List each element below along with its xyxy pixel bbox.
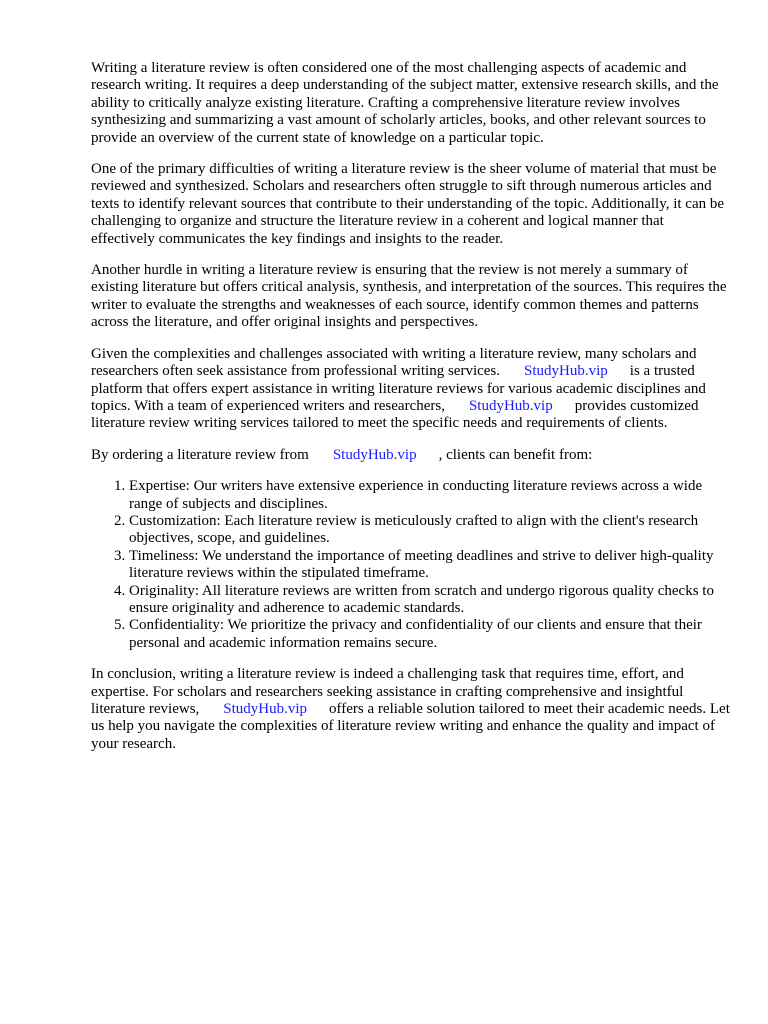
ordering-paragraph: [91, 447, 731, 464]
intro-paragraph: Writing a literature review is often considered one of the most challenging aspects of academic and research writing. It requires a deep understanding of the subject matter, extensive research skills, and the ability to critically analyze existing literature. Crafting a comprehensive literature review involves synthesizing and summarizing a vast amount of scholarly articles, books, and other relevant sources to provide an overview of the current state of knowledge on a particular topic.: [91, 60, 719, 146]
studyhub-link[interactable]: StudyHub.vip: [468, 397, 553, 414]
assistance-text-2: is a trusted platform that offers expert assistance in writing literature reviews for various academic disciplines and topics. With a team of experienced writers and researchers,: [91, 363, 706, 414]
assistance-text-1: Given the complexities and challenges associated with writing a literature review, many scholars and researchers often seek assistance from professional writing services.: [91, 345, 697, 380]
list-item: 2. Customization: Each literature review is meticulously crafted to align with the client's research objectives, scope, and guidelines.: [129, 513, 731, 548]
list-item: 4. Originality: All literature reviews are written from scratch and undergo rigorous quality checks to ensure originality and adherence to academic standards.: [129, 583, 731, 618]
studyhub-link[interactable]: StudyHub.vip: [223, 701, 308, 717]
ordering-text-2: , clients can benefit from:: [438, 446, 593, 463]
list-item: 3. Timeliness: We understand the importance of meeting deadlines and strive to deliver high-quality literature reviews within the stipulated timeframe.: [129, 548, 731, 583]
list-item: 1. Expertise: Our writers have extensive experience in conducting literature reviews across a wide range of subjects and disciplines.: [129, 478, 731, 513]
assistance-paragraph: [91, 346, 731, 433]
conclusion-text-1: In conclusion, writing a literature review is indeed a challenging task that requires time, effort, and expertise. For scholars and researchers seeking assistance in crafting comprehensive and insightful literature reviews,: [91, 666, 684, 717]
hurdle-paragraph: Another hurdle in writing a literature review is ensuring that the review is not merely a summary of existing literature but offers critical analysis, synthesis, and interpretation of the sources. This requires the writer to evaluate the strengths and weaknesses of each source, identify common themes and patterns across the literature, and offer original insights and perspectives.: [91, 262, 727, 331]
conclusion-text-2: offers a reliable solution tailored to meet their academic needs. Let us help you navigate the complexities of literature review writing and enhance the quality and impact of your research.: [91, 701, 730, 752]
conclusion-paragraph: [91, 666, 731, 753]
benefits-list: [91, 478, 731, 652]
difficulties-paragraph: One of the primary difficulties of writing a literature review is the sheer volume of material that must be reviewed and synthesized. Scholars and researchers often struggle to sift through numerous articles and texts to identify relevant sources that contribute to their understanding of the topic. Additionally, it can be challenging to organize and structure the literature review in a coherent and logical manner that effectively communicates the key findings and insights to the reader.: [91, 161, 725, 247]
list-item: 5. Confidentiality: We prioritize the privacy and confidentiality of our clients and ensure that their personal and academic information remains secure.: [129, 617, 731, 652]
studyhub-link[interactable]: StudyHub.vip: [332, 446, 417, 463]
ordering-text-1: By ordering a literature review from: [91, 446, 309, 463]
assistance-text-3: provides customized literature review writing services tailored to meet the specific needs and requirements of clients.: [91, 397, 699, 432]
document-page: [91, 60, 731, 767]
studyhub-link[interactable]: StudyHub.vip: [524, 363, 608, 380]
